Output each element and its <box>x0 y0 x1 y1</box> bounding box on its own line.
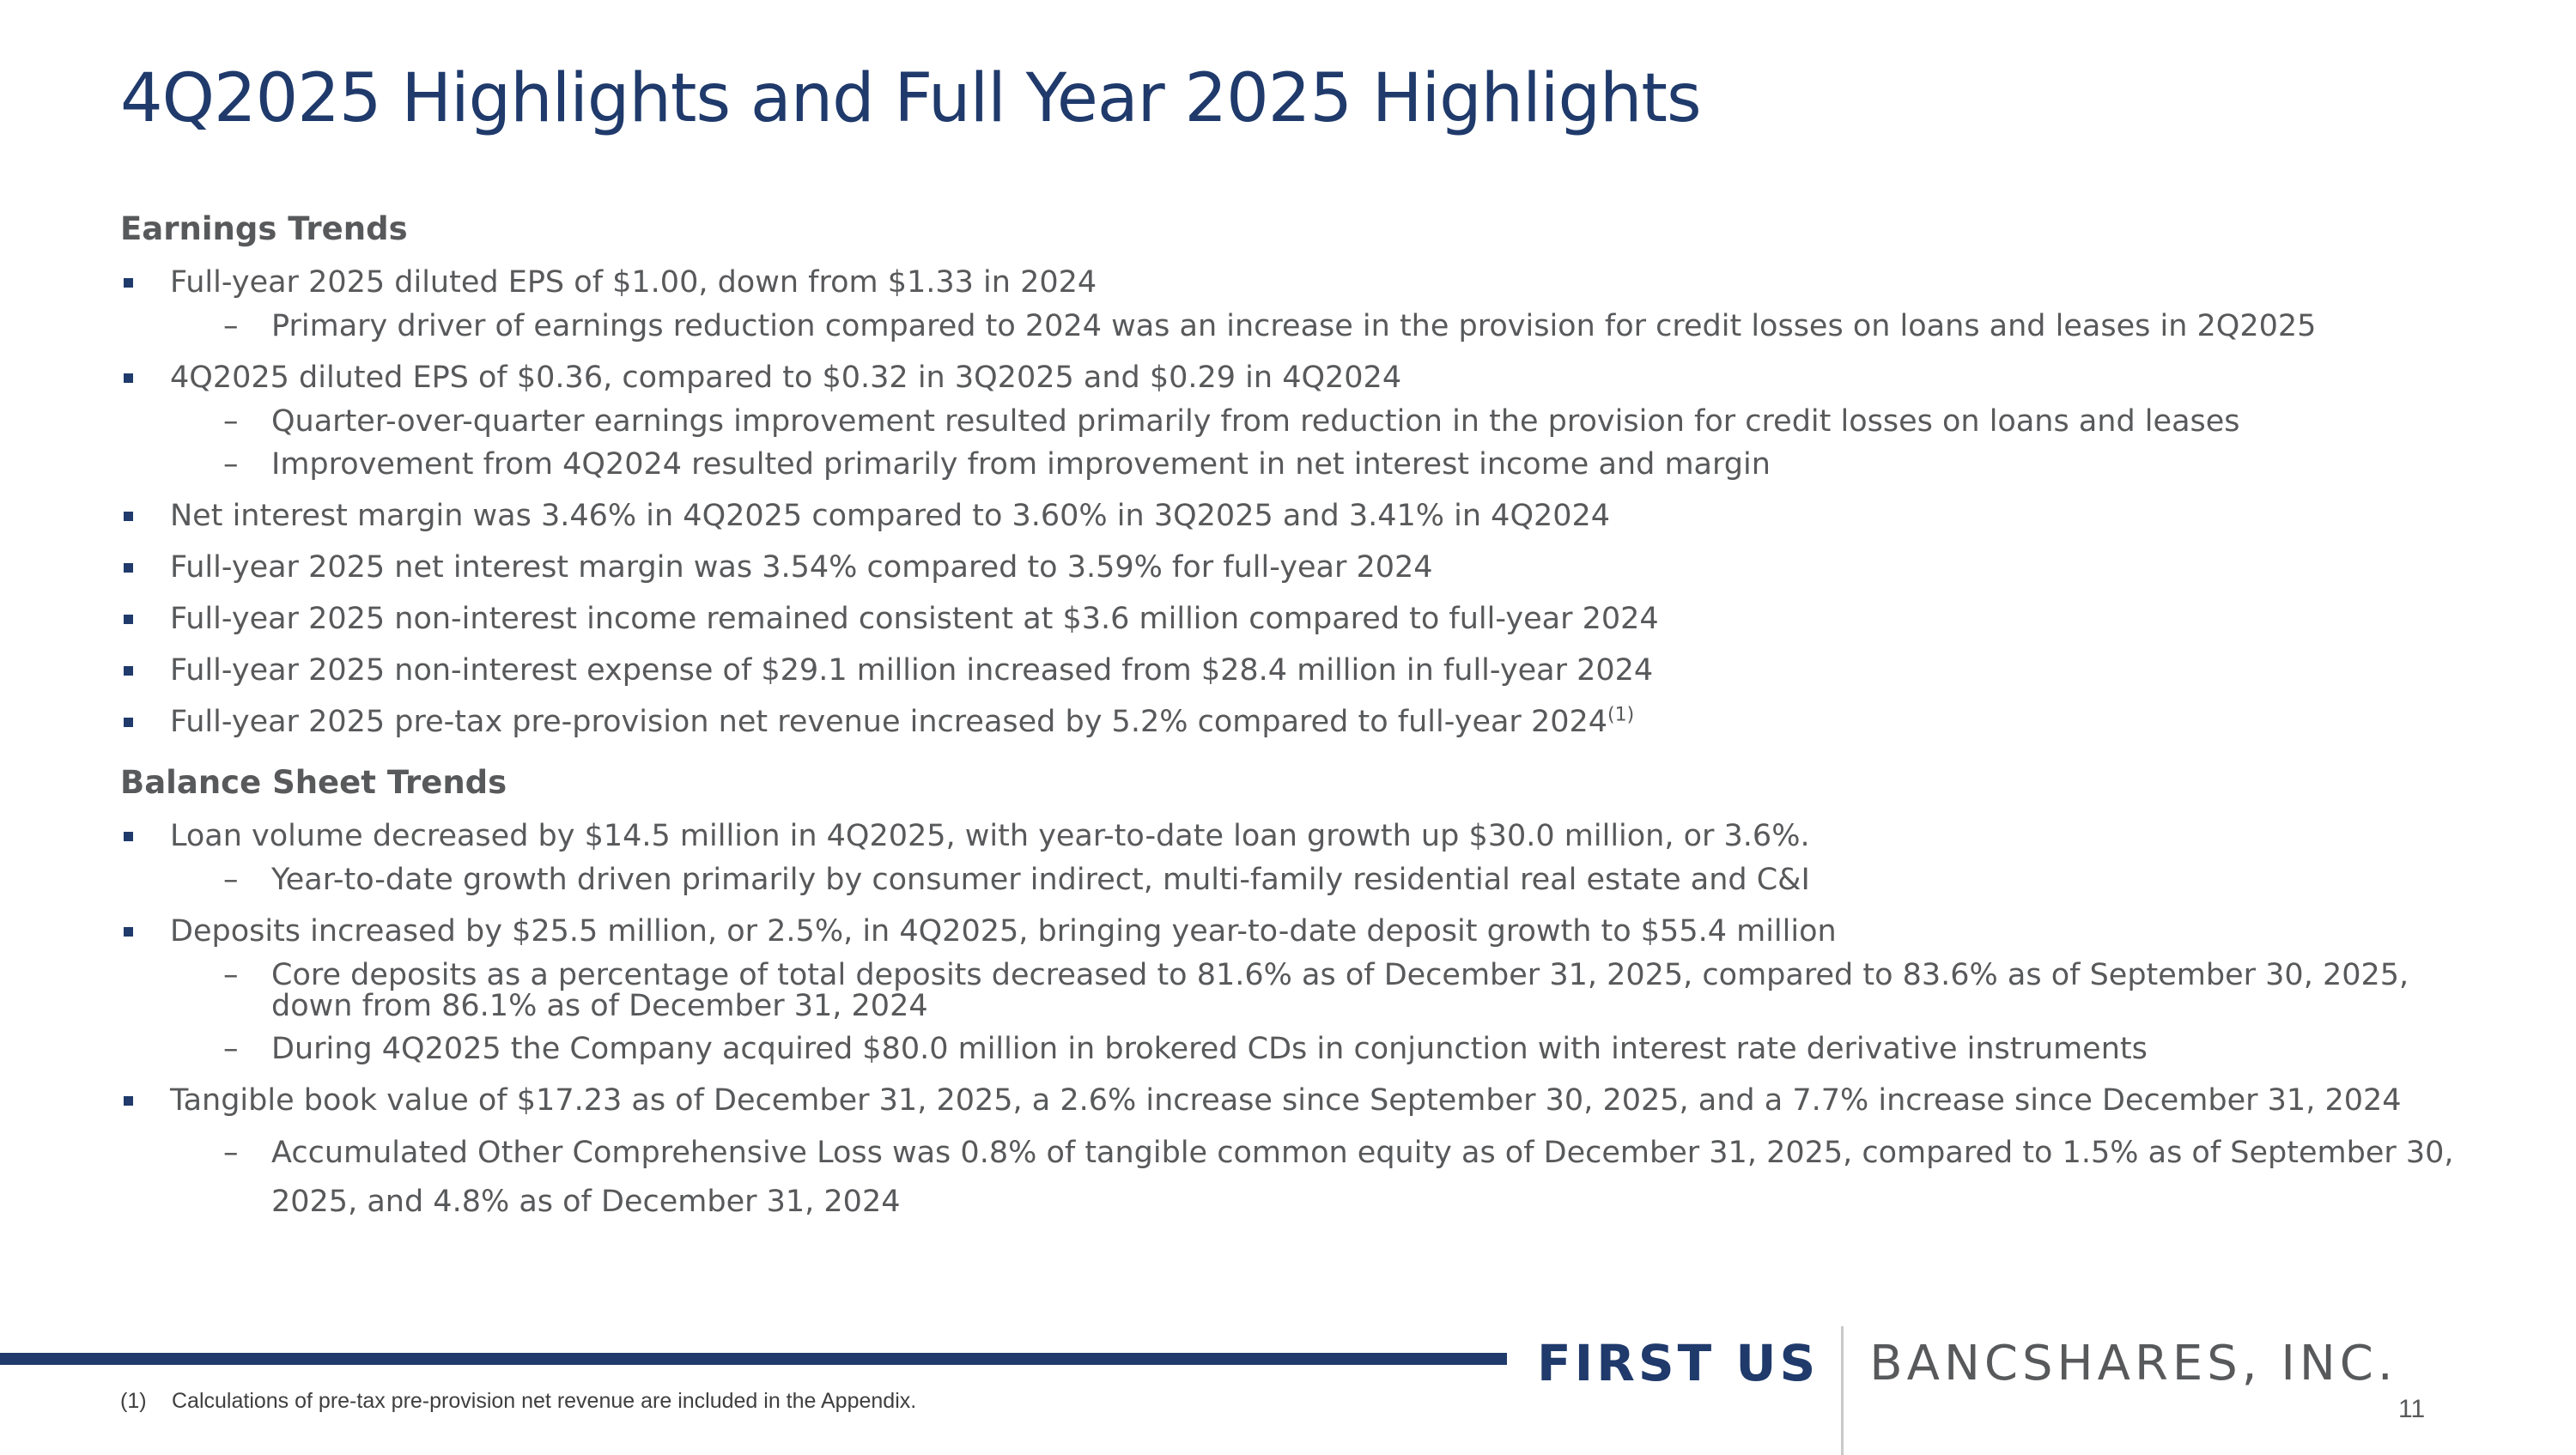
bullet-item: Full-year 2025 net interest margin was 3.54% compared to 3.59% for full-year 2024 <box>120 552 2473 583</box>
bullet-group <box>120 500 2473 531</box>
bullet-item: Deposits increased by $25.5 million, or 2.5%, in 4Q2025, bringing year-to-date deposit growth to $55.4 million <box>120 916 2473 947</box>
highlights-content <box>120 204 2473 1247</box>
sub-bullet-item: – Accumulated Other Comprehensive Loss was 0.8% of tangible common equity as of December 31, 2025, compared to 1.5% as of September 30, 2025, and 4.8% as of December 31, 2024 <box>120 1129 2473 1227</box>
footnote <box>120 1389 916 1414</box>
logo-divider <box>1841 1326 1844 1455</box>
sub-bullet-item: – Year-to-date growth driven primarily by consumer indirect, multi-family residential real estate and C&I <box>120 864 2473 895</box>
company-logo <box>1537 1329 2397 1397</box>
footnote-number: (1) <box>120 1389 147 1413</box>
bullet-text: Full-year 2025 pre-tax pre-provision net revenue increased by 5.2% compared to full-year 2024 <box>170 705 1608 739</box>
logo-bancshares: BANCSHARES, INC. <box>1869 1335 2397 1391</box>
bullet-group <box>120 1085 2473 1227</box>
bullet-item: Full-year 2025 non-interest expense of $29.1 million increased from $28.4 million in full-year 2024 <box>120 655 2473 686</box>
page-title: 4Q2025 Highlights and Full Year 2025 Highlights <box>120 60 1701 137</box>
bullet-group <box>120 821 2473 895</box>
bullet-item: Loan volume decreased by $14.5 million in 4Q2025, with year-to-date loan growth up $30.0 million, or 3.6%. <box>120 821 2473 852</box>
page-number: 11 <box>2398 1395 2426 1423</box>
footnote-text: Calculations of pre-tax pre-provision net revenue are included in the Appendix. <box>172 1389 917 1413</box>
bullet-item: Full-year 2025 diluted EPS of $1.00, down from $1.33 in 2024 <box>120 267 2473 298</box>
bullet-group <box>120 362 2473 480</box>
footer-rule <box>0 1353 1507 1365</box>
bullet-group <box>120 603 2473 634</box>
bullet-item: Full-year 2025 non-interest income remained consistent at $3.6 million compared to full-year 2024 <box>120 603 2473 634</box>
bullet-group <box>120 655 2473 686</box>
sub-bullet-item: – Improvement from 4Q2024 resulted primarily from improvement in net interest income and margin <box>120 449 2473 480</box>
bullet-item: Tangible book value of $17.23 as of December 31, 2025, a 2.6% increase since September 30, 2025, and a 7.7% increase since December 31, 2024 <box>120 1085 2473 1116</box>
bullet-item: Net interest margin was 3.46% in 4Q2025 compared to 3.60% in 3Q2025 and 3.41% in 4Q2024 <box>120 500 2473 531</box>
section-heading-balance-sheet-trends: Balance Sheet Trends <box>120 764 507 801</box>
bullet-group <box>120 552 2473 583</box>
footnote-marker: (1) <box>1607 704 1635 726</box>
bullet-item <box>120 706 2473 737</box>
logo-first-us: FIRST US <box>1537 1334 1820 1392</box>
bullet-group <box>120 706 2473 737</box>
bullet-group <box>120 916 2473 1064</box>
sub-bullet-item: – Quarter-over-quarter earnings improvement resulted primarily from reduction in the provision for credit losses on loans and leases <box>120 406 2473 437</box>
sub-bullet-item: – During 4Q2025 the Company acquired $80.0 million in brokered CDs in conjunction with interest rate derivative instruments <box>120 1034 2473 1064</box>
bullet-item: 4Q2025 diluted EPS of $0.36, compared to $0.32 in 3Q2025 and $0.29 in 4Q2024 <box>120 362 2473 393</box>
sub-bullet-item: – Core deposits as a percentage of total deposits decreased to 81.6% as of December 31, 2025, compared to 83.6% as of September 30, 2025, down from 86.1% as of December 31, 2024 <box>120 960 2473 1022</box>
bullet-group <box>120 267 2473 342</box>
section-heading-earnings-trends: Earnings Trends <box>120 210 408 247</box>
sub-bullet-item: – Primary driver of earnings reduction compared to 2024 was an increase in the provision for credit losses on loans and leases in 2Q2025 <box>120 311 2473 342</box>
